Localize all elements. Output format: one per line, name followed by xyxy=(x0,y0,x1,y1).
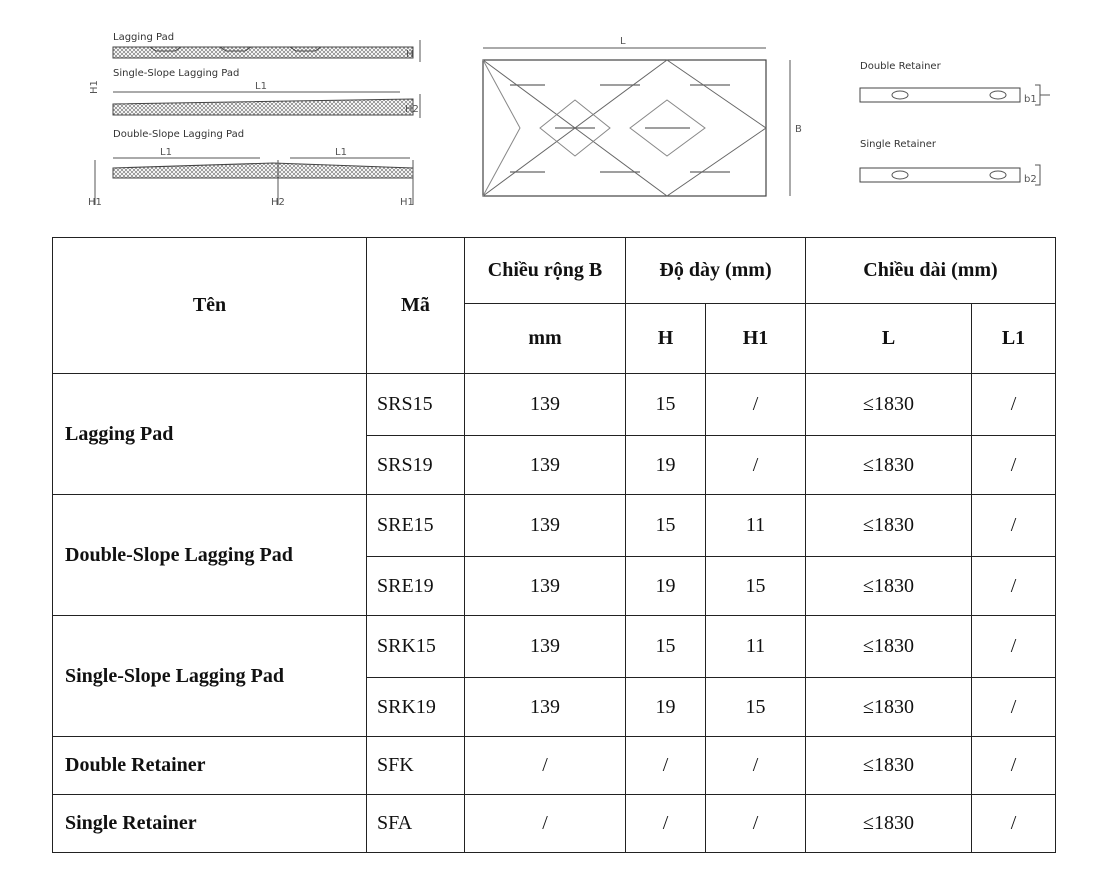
row-h1: 15 xyxy=(706,678,806,737)
header-l1: L1 xyxy=(972,304,1056,374)
row-b: 139 xyxy=(465,557,626,616)
dim-b2: b2 xyxy=(1024,174,1037,185)
dim-L-top: L xyxy=(620,36,626,47)
double-retainer-drawing-label: Double Retainer xyxy=(860,61,941,72)
dim-L1-single: L1 xyxy=(255,81,267,92)
row-b: 139 xyxy=(465,616,626,678)
row-l1: / xyxy=(972,436,1056,495)
single-slope-drawing-label: Single-Slope Lagging Pad xyxy=(113,68,240,79)
header-h1: H1 xyxy=(706,304,806,374)
row-l1: / xyxy=(972,495,1056,557)
dim-H1-right: H1 xyxy=(400,197,414,208)
row-name: Double Retainer xyxy=(53,737,367,795)
row-code: SRS19 xyxy=(367,436,465,495)
row-b: 139 xyxy=(465,678,626,737)
table-row xyxy=(53,616,1056,678)
row-b: / xyxy=(465,795,626,853)
header-width-unit: mm xyxy=(465,304,626,374)
row-l1: / xyxy=(972,737,1056,795)
row-h: / xyxy=(626,795,706,853)
row-h: 19 xyxy=(626,436,706,495)
double-slope-drawing-label: Double-Slope Lagging Pad xyxy=(113,129,245,140)
header-h: H xyxy=(626,304,706,374)
row-code: SFA xyxy=(367,795,465,853)
row-name: Lagging Pad xyxy=(53,374,367,495)
row-l1: / xyxy=(972,616,1056,678)
retainer-drawings xyxy=(860,61,1050,185)
dim-b1: b1 xyxy=(1024,94,1037,105)
row-h: 19 xyxy=(626,678,706,737)
dim-L1-left: L1 xyxy=(160,147,172,158)
row-name: Double-Slope Lagging Pad xyxy=(53,495,367,616)
row-h1: / xyxy=(706,374,806,436)
row-l: ≤1830 xyxy=(806,557,972,616)
row-h1: / xyxy=(706,795,806,853)
spec-table xyxy=(52,237,1056,853)
row-b: 139 xyxy=(465,374,626,436)
row-name: Single Retainer xyxy=(53,795,367,853)
lagging-pad-profiles xyxy=(88,32,420,208)
header-thickness: Độ dày (mm) xyxy=(626,238,806,304)
row-code: SRK19 xyxy=(367,678,465,737)
row-l: ≤1830 xyxy=(806,616,972,678)
pad-top-view xyxy=(483,36,802,196)
row-l1: / xyxy=(972,557,1056,616)
row-h1: 11 xyxy=(706,616,806,678)
dim-H2-single: H2 xyxy=(405,104,419,115)
table-row xyxy=(53,737,1056,795)
row-l: ≤1830 xyxy=(806,737,972,795)
row-b: 139 xyxy=(465,495,626,557)
dim-L1-right: L1 xyxy=(335,147,347,158)
dim-H1-single: H1 xyxy=(89,80,100,94)
row-h: 15 xyxy=(626,374,706,436)
row-code: SRK15 xyxy=(367,616,465,678)
single-retainer-drawing-label: Single Retainer xyxy=(860,139,937,150)
row-h: 15 xyxy=(626,495,706,557)
dim-H1-left: H1 xyxy=(88,197,102,208)
row-h1: / xyxy=(706,737,806,795)
row-h: 19 xyxy=(626,557,706,616)
header-width: Chiều rộng B xyxy=(465,238,626,304)
row-h: 15 xyxy=(626,616,706,678)
row-h1: 15 xyxy=(706,557,806,616)
header-length: Chiều dài (mm) xyxy=(806,238,1056,304)
header-name: Tên xyxy=(53,238,367,374)
header-code: Mã xyxy=(367,238,465,374)
row-l: ≤1830 xyxy=(806,374,972,436)
table-row xyxy=(53,495,1056,557)
row-code: SRE19 xyxy=(367,557,465,616)
dim-H2-center: H2 xyxy=(271,197,285,208)
row-l: ≤1830 xyxy=(806,795,972,853)
row-h1: 11 xyxy=(706,495,806,557)
table-row xyxy=(53,795,1056,853)
row-name: Single-Slope Lagging Pad xyxy=(53,616,367,737)
lagging-pad-profile xyxy=(113,47,413,58)
technical-drawings xyxy=(0,0,1106,230)
row-code: SFK xyxy=(367,737,465,795)
table-row xyxy=(53,374,1056,436)
row-h: / xyxy=(626,737,706,795)
double-slope-profile xyxy=(113,163,413,178)
row-h1: / xyxy=(706,436,806,495)
row-code: SRS15 xyxy=(367,374,465,436)
row-l: ≤1830 xyxy=(806,678,972,737)
row-b: 139 xyxy=(465,436,626,495)
header-l: L xyxy=(806,304,972,374)
lagging-pad-drawing-label: Lagging Pad xyxy=(113,32,175,43)
row-code: SRE15 xyxy=(367,495,465,557)
row-l1: / xyxy=(972,678,1056,737)
single-slope-profile xyxy=(113,99,413,115)
double-retainer-profile xyxy=(860,88,1020,102)
dim-H: H xyxy=(406,49,414,60)
table-header-row-1 xyxy=(53,238,1056,304)
row-l: ≤1830 xyxy=(806,436,972,495)
dim-B: B xyxy=(795,124,802,135)
row-l1: / xyxy=(972,374,1056,436)
row-l: ≤1830 xyxy=(806,495,972,557)
single-retainer-profile xyxy=(860,168,1020,182)
row-b: / xyxy=(465,737,626,795)
row-l1: / xyxy=(972,795,1056,853)
